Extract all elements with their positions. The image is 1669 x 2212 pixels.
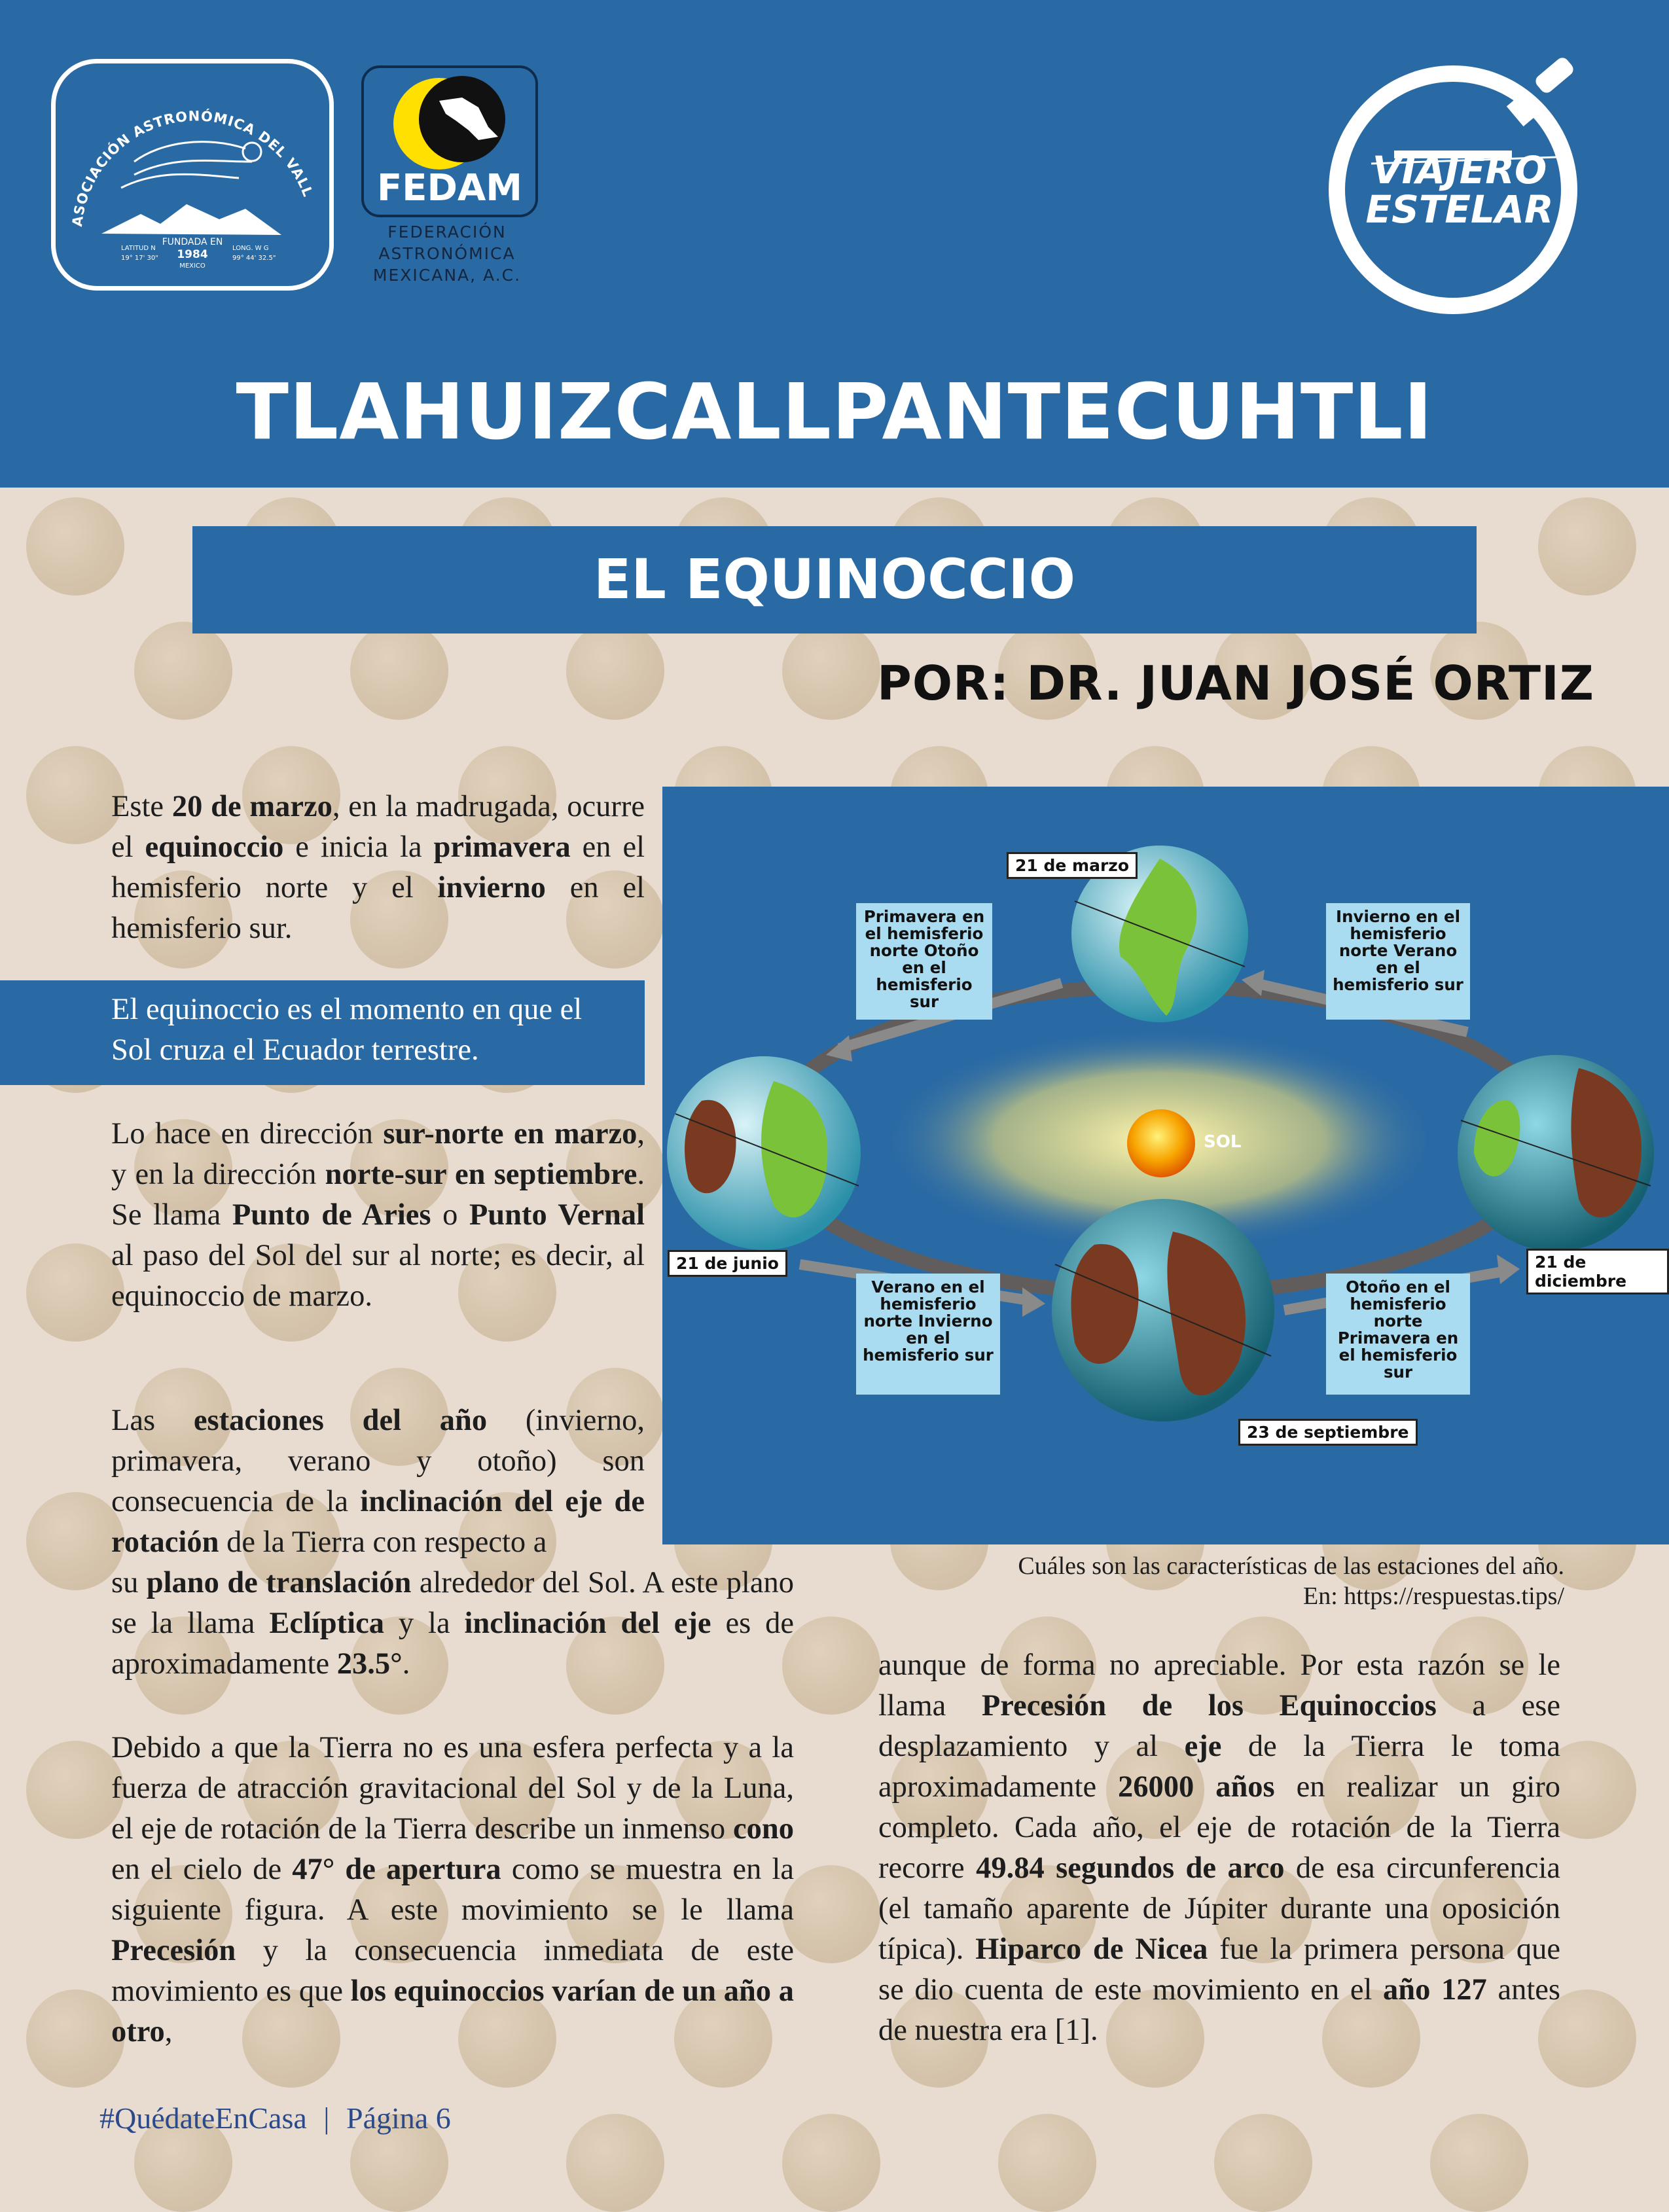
avt-emblem-icon: [56, 63, 329, 286]
paragraph-precession: Debido a que la Tierra no es una esfera perfecta y a la fuerza de atracción gravitacional del Sol y de la Luna, el eje de rotación de la Tierra describe un inmenso cono en el cielo de 47° de apertura como se muestra en la siguiente figura. A este movimiento se le llama Precesión y la consecuencia inmediata de este movimiento es que los equinoccios varían de un año a otro,: [111, 1731, 794, 2048]
moon-icon: [134, 622, 232, 720]
date-september: 23 de septiembre: [1238, 1419, 1418, 1446]
moon-icon: [350, 622, 448, 720]
moon-icon: [1214, 2114, 1312, 2212]
paragraph-seasons-continued: su plano de translación alrededor del Sol. A este plano se la llama Eclíptica y la inclinación del eje es de aproximadamente 23.5°.: [111, 1566, 795, 1681]
season-box-tr: Invierno en el hemisferio norte Verano en el hemisferio sur: [1326, 903, 1470, 1020]
moon-icon: [26, 746, 124, 844]
footer-separator: |: [323, 2101, 330, 2135]
caption-line: Cuáles son las características de las estaciones del año.: [1018, 1552, 1564, 1580]
moon-icon: [782, 2114, 880, 2212]
avt-latitude-label: LATITUD N: [121, 245, 156, 252]
footer-hashtag: #QuédateEnCasa: [99, 2101, 307, 2135]
moon-icon: [26, 1989, 124, 2088]
paragraph-hiparco: aunque de forma no apreciable. Por esta razón se le llama Precesión de los Equinoccios a ese desplazamiento y al eje de la Tierra le toma aproximadamente 26000 años en realizar un giro completo. Cada año, el eje de rotación de la Tierra recorre 49.84 segundos de arco de esa circunferencia (el tamaño aparente de Júpiter durante una oposición típica). Hiparco de Nicea fue la primera persona que se dio cuenta de este movimiento en el año 127 antes de nuestra era [1].: [878, 1649, 1561, 2047]
season-box-tl: Primavera en el hemisferio norte Otoño en el hemisferio sur: [856, 903, 992, 1020]
moon-icon: [1430, 2114, 1528, 2212]
paragraph-seasons: Las estaciones del año (invierno, primavera, verano y otoño) son consecuencia de la inclinación del eje de rotación de la Tierra con respecto a: [111, 1404, 645, 1559]
avt-year: 1984: [177, 248, 208, 261]
seasons-figure: [662, 787, 1669, 1544]
main-title: TLAHUIZCALLPANTECUHTLI: [236, 366, 1433, 457]
avt-latitude: 19° 17' 30": [121, 255, 158, 262]
article-title: EL EQUINOCCIO: [593, 547, 1076, 611]
avt-arc-text: ASOCIACIÓN ASTRONÓMICA DEL VALL: [69, 108, 316, 228]
moon-icon: [998, 2114, 1096, 2212]
date-december: 21 de diciembre: [1526, 1249, 1669, 1294]
viajero-line2: ESTELAR: [1365, 187, 1554, 232]
caption-source: En: https://respuestas.tips/: [1303, 1582, 1564, 1610]
moon-icon: [566, 2114, 664, 2212]
fedam-caption-line: ASTRONÓMICA: [378, 244, 516, 263]
moon-icon: [782, 1616, 880, 1715]
figure-caption: [884, 1551, 1564, 1611]
avt-logo: [51, 59, 334, 291]
fedam-caption-line: MEXICANA, A.C.: [372, 266, 522, 285]
fedam-name: FEDAM: [376, 167, 523, 209]
fedam-logo: [361, 65, 538, 286]
viajero-line1: VIAJERO: [1372, 148, 1547, 192]
season-box-br: Otoño en el hemisferio norte Primavera en el hemisferio sur: [1326, 1274, 1470, 1395]
footer: [99, 2101, 451, 2135]
paragraph-direction: Lo hace en dirección sur-norte en marzo, y en la dirección norte-sur en septiembre. Se llama Punto de Aries o Punto Vernal al paso del Sol del sur al norte; es decir, al equinoccio de marzo.: [111, 1117, 645, 1313]
callout-text: El equinoccio es el momento en que el Sol cruza el Ecuador terrestre.: [111, 993, 583, 1067]
date-march: 21 de marzo: [1007, 852, 1138, 879]
moon-icon: [782, 1865, 880, 1963]
page-number: Página 6: [346, 2101, 451, 2135]
moon-icon: [26, 1741, 124, 1839]
sun-label: SOL: [1204, 1132, 1242, 1152]
avt-founded: FUNDADA EN: [162, 237, 223, 247]
date-june: 21 de junio: [668, 1250, 787, 1277]
avt-longitude: 99° 44' 32.5": [232, 255, 276, 262]
moon-icon: [26, 1492, 124, 1590]
seasons-diagram-icon: [662, 787, 1669, 1544]
moon-icon: [1538, 497, 1636, 596]
season-box-bl: Verano en el hemisferio norte Invierno en el hemisferio sur: [856, 1274, 1000, 1395]
moon-icon: [26, 497, 124, 596]
avt-longitude-label: LONG. W G: [232, 245, 269, 252]
svg-text:ASOCIACIÓN ASTRONÓMICA DEL VAL: [56, 63, 316, 228]
moon-icon: [782, 622, 880, 720]
fedam-caption-line: FEDERACIÓN: [387, 223, 507, 241]
avt-country: MEXICO: [179, 262, 206, 270]
moon-icon: [566, 622, 664, 720]
moon-icon: [26, 1243, 124, 1342]
paragraph-intro: Este 20 de marzo, en la madrugada, ocurre el equinoccio e inicia la primavera en el hemisferio norte y el invierno en el hemisferio sur.: [111, 790, 645, 945]
byline: POR: DR. JUAN JOSÉ ORTIZ: [877, 656, 1594, 711]
